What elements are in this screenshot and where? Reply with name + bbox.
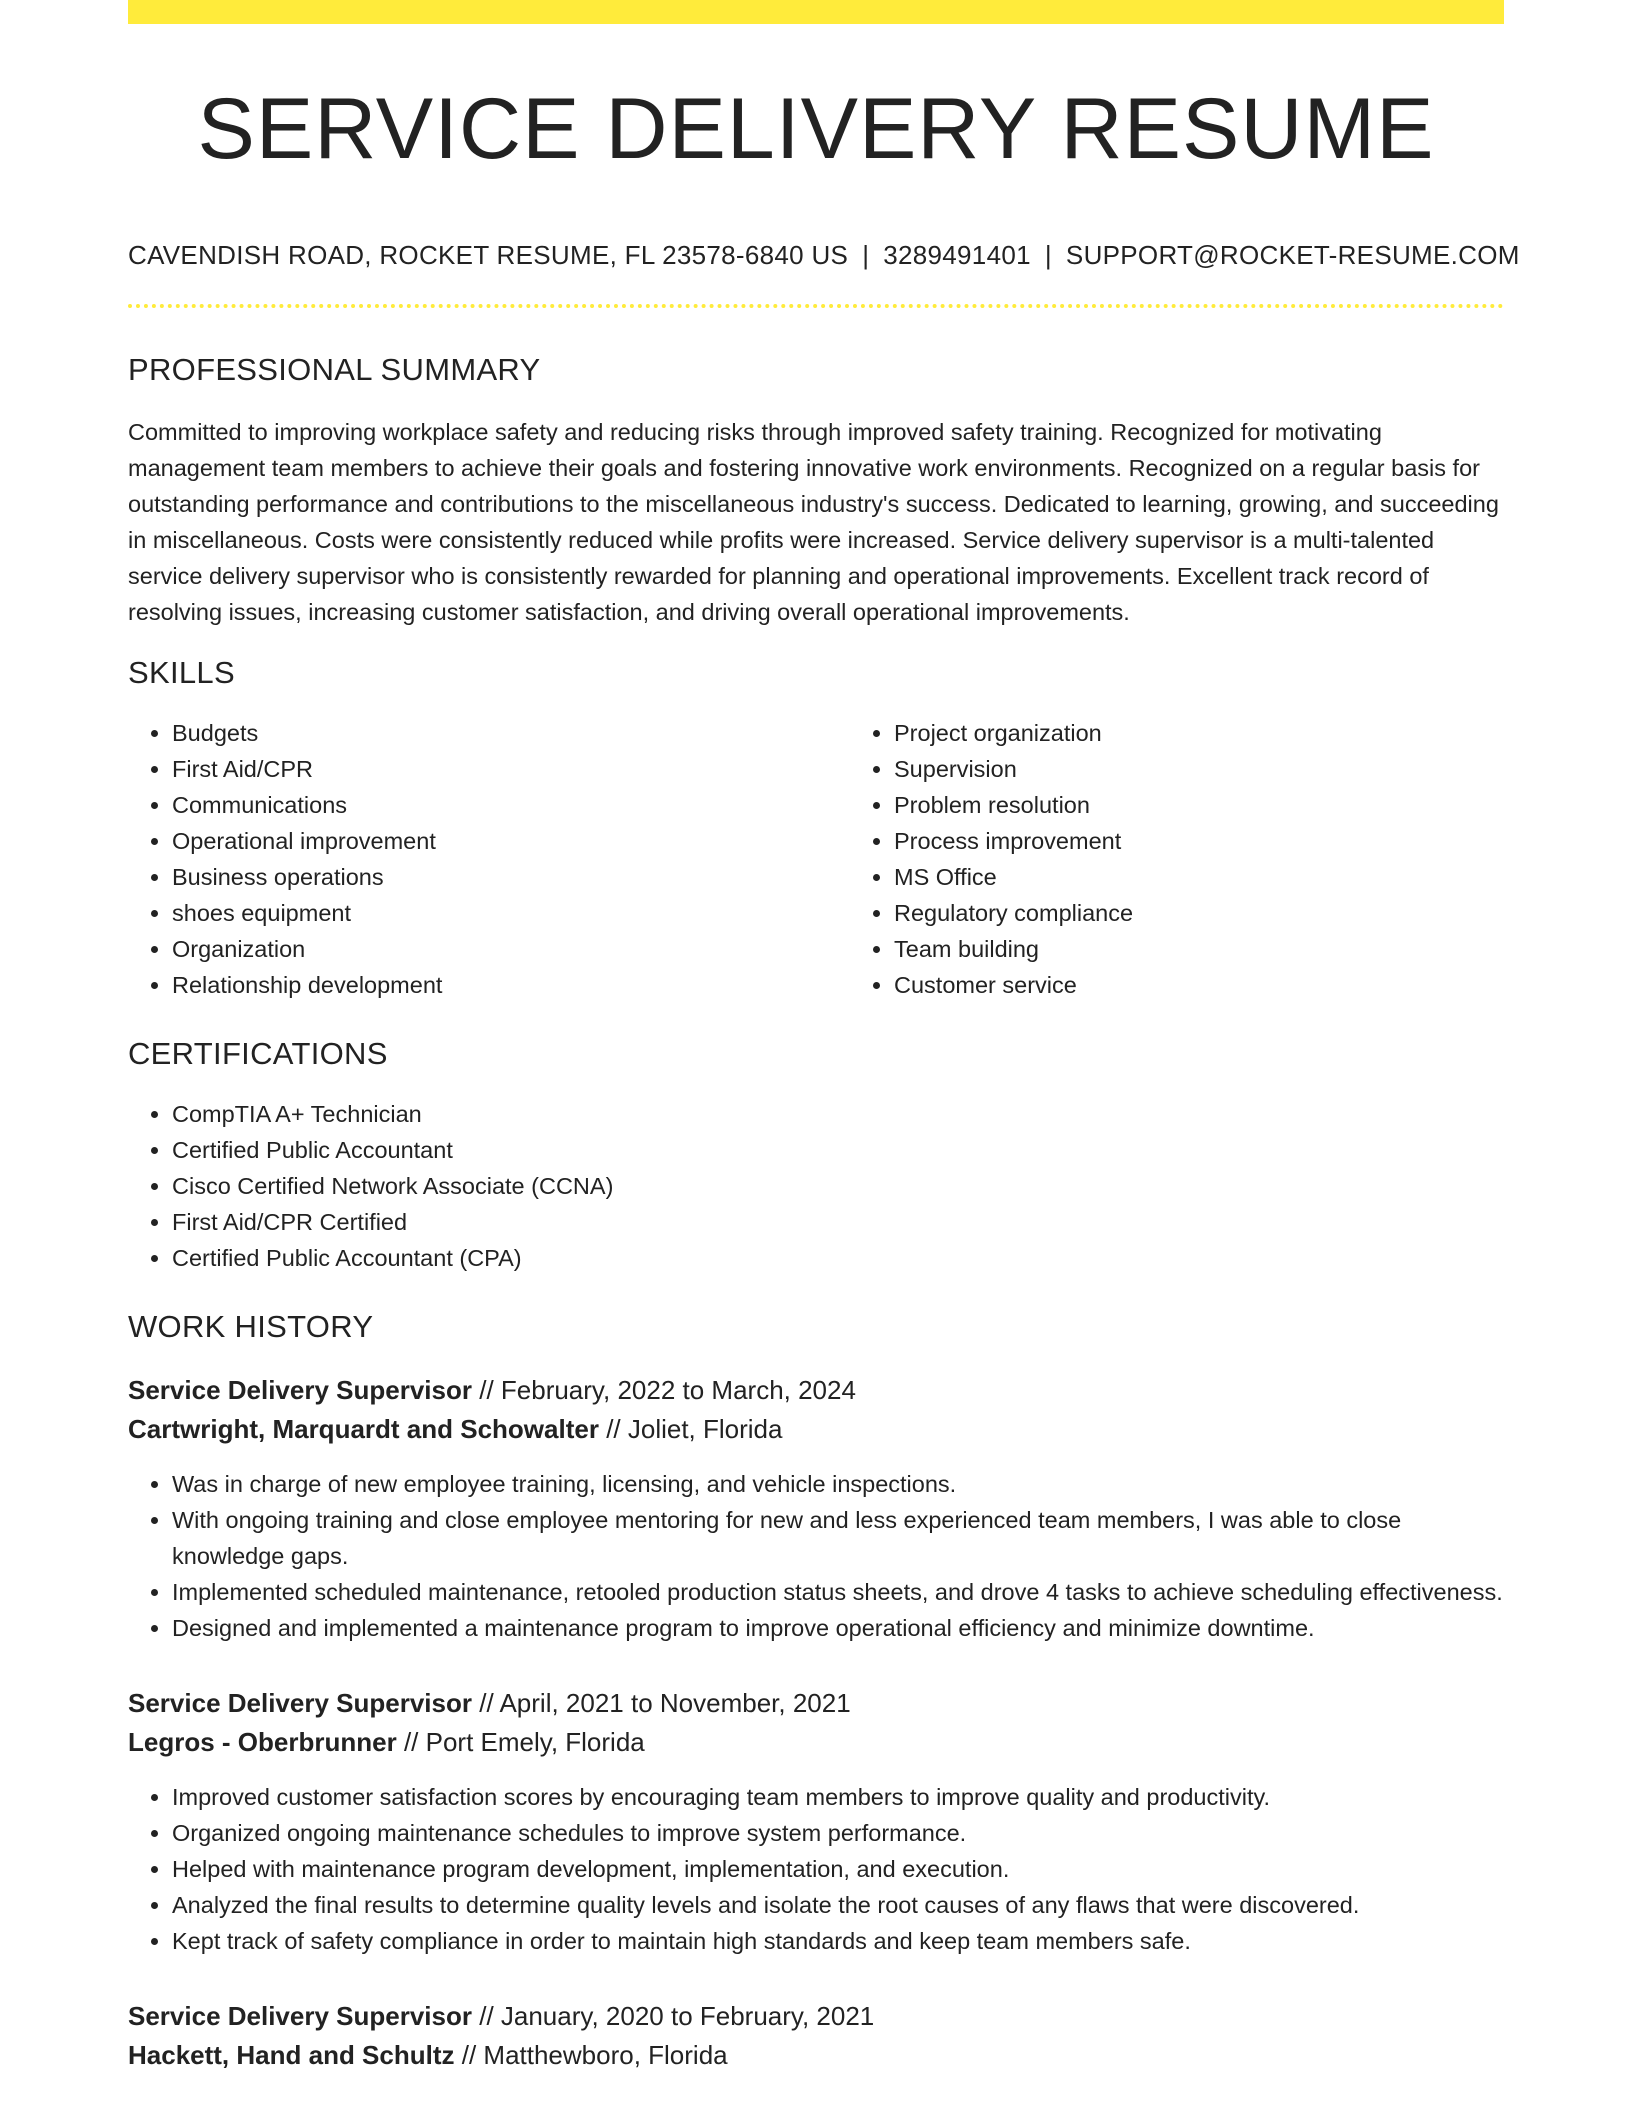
job-bullet: • Organized ongoing maintenance schedules to improve system performance.: [172, 1815, 1504, 1851]
job-title: Service Delivery Supervisor: [128, 1375, 472, 1406]
skill-item: • Process improvement: [894, 823, 1133, 859]
job-bullet: • Designed and implemented a maintenance program to improve operational efficiency and minimize downtime.: [172, 1610, 1504, 1646]
contact-phone: 3289491401: [883, 240, 1031, 270]
job-dates: // April, 2021 to November, 2021: [479, 1688, 851, 1719]
skill-item: • Communications: [172, 787, 850, 823]
job-bullet: • Kept track of safety compliance in order to maintain high standards and keep team members safe.: [172, 1923, 1504, 1959]
certification-item: • First Aid/CPR Certified: [172, 1204, 1504, 1240]
job-title-line: [128, 1997, 1504, 2036]
job-bullet: • Helped with maintenance program development, implementation, and execution.: [172, 1851, 1504, 1887]
job-location: // Port Emely, Florida: [403, 1727, 645, 1758]
contact-address: CAVENDISH ROAD, ROCKET RESUME, FL 23578-6840 US: [128, 240, 849, 270]
skill-item: • Budgets: [172, 715, 850, 751]
skill-item: • Supervision: [894, 751, 1133, 787]
work-history-list: [128, 1371, 1504, 2075]
skill-item: • First Aid/CPR: [172, 751, 850, 787]
job-company-line: [128, 2036, 1504, 2075]
skill-item: • Project organization: [894, 715, 1133, 751]
job-bullets: [128, 1779, 1504, 1959]
job-dates: // January, 2020 to February, 2021: [479, 2001, 875, 2032]
job-bullet: • Was in charge of new employee training, licensing, and vehicle inspections.: [172, 1466, 1504, 1502]
contact-separator: |: [1044, 240, 1052, 270]
skill-item: • shoes equipment: [172, 895, 850, 931]
skill-item: • Customer service: [894, 967, 1133, 1003]
certifications-list: [128, 1096, 1504, 1276]
contact-line: [128, 240, 1520, 271]
job-company: Hackett, Hand and Schultz: [128, 2040, 455, 2071]
job-bullet: • Analyzed the final results to determine quality levels and isolate the root causes of any flaws that were discovered.: [172, 1887, 1504, 1923]
summary-text: Committed to improving workplace safety and reducing risks through improved safety training. Recognized for motivating management team members to achieve their goals and fostering innovative work environments. Recognized on a regular basis for outstanding performance and contributions to the miscellaneous industry's success. Dedicated to learning, growing, and succeeding in miscellaneous. Costs were consistently reduced while profits were increased. Service delivery supervisor is a multi-talented service delivery supervisor who is consistently rewarded for planning and operational improvements. Excellent track record of resolving issues, increasing customer satisfaction, and driving overall operational improvements.: [128, 419, 1499, 626]
skill-item: • Problem resolution: [894, 787, 1133, 823]
job-bullet: • With ongoing training and close employee mentoring for new and less experienced team members, I was able to close knowledge gaps.: [172, 1502, 1504, 1574]
skill-item: • Regulatory compliance: [894, 895, 1133, 931]
job-bullet: • Improved customer satisfaction scores by encouraging team members to improve quality and productivity.: [172, 1779, 1504, 1815]
job-bullet: • Implemented scheduled maintenance, retooled production status sheets, and drove 4 tasks to achieve scheduling effectiveness.: [172, 1574, 1504, 1610]
certification-item: • Cisco Certified Network Associate (CCNA): [172, 1168, 1504, 1204]
resume-title: SERVICE DELIVERY RESUME: [197, 81, 1435, 177]
job-location: // Matthewboro, Florida: [461, 2040, 728, 2071]
certification-item: • Certified Public Accountant (CPA): [172, 1240, 1504, 1276]
skill-item: • MS Office: [894, 859, 1133, 895]
skill-item: • Relationship development: [172, 967, 850, 1003]
job-entry: [128, 1371, 1504, 1646]
skill-item: • Operational improvement: [172, 823, 850, 859]
job-entry: [128, 1997, 1504, 2075]
job-title: Service Delivery Supervisor: [128, 1688, 472, 1719]
skill-item: • Business operations: [172, 859, 850, 895]
skills-heading: SKILLS: [128, 655, 235, 691]
job-bullets: [128, 1466, 1504, 1646]
certification-item: • CompTIA A+ Technician: [172, 1096, 1504, 1132]
job-title-line: [128, 1684, 1504, 1723]
summary-heading: PROFESSIONAL SUMMARY: [128, 352, 541, 387]
contact-email: SUPPORT@ROCKET-RESUME.COM: [1065, 240, 1520, 270]
resume-page: [128, 0, 1520, 2075]
dotted-divider: [128, 304, 1504, 308]
skill-item: • Organization: [172, 931, 850, 967]
contact-separator: |: [862, 240, 870, 270]
job-title-line: [128, 1371, 1504, 1410]
work-history-heading: WORK HISTORY: [128, 1309, 374, 1345]
job-title: Service Delivery Supervisor: [128, 2001, 472, 2032]
job-dates: // February, 2022 to March, 2024: [479, 1375, 856, 1406]
certification-item: • Certified Public Accountant: [172, 1132, 1504, 1168]
skills-list-left: [128, 715, 850, 1003]
job-location: // Joliet, Florida: [606, 1414, 783, 1445]
job-company-line: [128, 1723, 1504, 1762]
skills-list-right: [850, 715, 1133, 1003]
skills-columns: [128, 715, 1504, 1003]
skill-item: • Team building: [894, 931, 1133, 967]
accent-top-bar: [128, 0, 1504, 24]
job-company: Cartwright, Marquardt and Schowalter: [128, 1414, 599, 1445]
job-company: Legros - Oberbrunner: [128, 1727, 397, 1758]
job-entry: [128, 1684, 1504, 1959]
certifications-heading: CERTIFICATIONS: [128, 1036, 388, 1072]
job-company-line: [128, 1410, 1504, 1449]
